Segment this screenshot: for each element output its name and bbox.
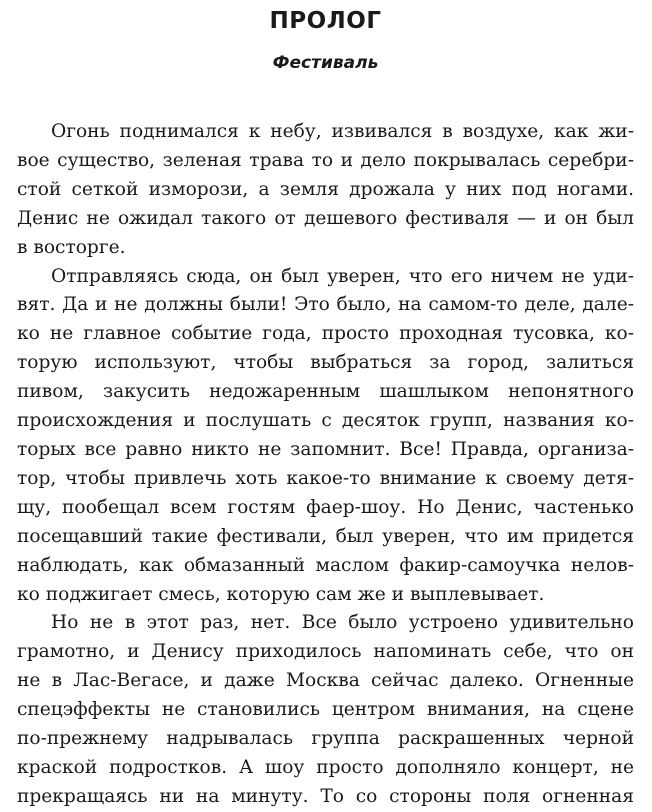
text-line: не в Лас-Вегасе, и даже Москва сейчас далеко. Огненные [17, 670, 634, 692]
text-line: по-прежнему надрывалась группа раскрашенных черной [17, 728, 634, 750]
text-line: торых все равно никто не запомнит. Все! Правда, организа- [17, 438, 634, 460]
text-line: спецэффекты не становились центром внимания, на сцене [17, 699, 634, 721]
text-line: торую используют, чтобы выбраться за город, залиться [17, 352, 634, 374]
chapter-title: ПРОЛОГ [269, 8, 382, 34]
text-line: вят. Да и не должны были! Это было, на самом-то деле, дале- [17, 294, 634, 316]
text-line: происхождения и послушать с десяток групп, названия ко- [17, 410, 634, 432]
text-line: прекращаясь ни на минуту. То со стороны поля огненная [17, 785, 634, 807]
text-line: стой сеткой изморози, а земля дрожала у них под ногами. [17, 178, 634, 200]
text-line: вое существо, зеленая трава то и дело покрывалась серебри- [17, 149, 634, 171]
text-line: Огонь поднимался к небу, извивался в воздухе, как жи- [51, 121, 634, 142]
text-line: Но не в этот раз, нет. Все было устроено удивительно [51, 612, 634, 634]
text-line: в восторге. [17, 236, 126, 258]
text-line: тор, чтобы привлечь хоть какое-то внимание к своему детя- [17, 467, 634, 489]
text-line: ко не главное событие года, просто проходная тусовка, ко- [17, 323, 634, 345]
text-line: Отправляясь сюда, он был уверен, что его ничем не уди- [51, 265, 634, 287]
paragraph [17, 263, 634, 610]
text-line: посещавший такие фестивали, был уверен, что им придется [17, 525, 634, 547]
paragraph [17, 118, 634, 263]
text-line: грамотно, и Денису приходилось напоминать себе, что он [17, 641, 634, 663]
text-line: пивом, закусить недожаренным шашлыком непонятного [17, 381, 634, 403]
text-line: щу, пообещал всем гостям фаер-шоу. Но Денис, частенько [17, 496, 634, 518]
text-line: краской подростков. А шоу просто дополняло концерт, не [17, 756, 634, 778]
text-line: ко поджигает смесь, которую сам же и выплевывает. [17, 583, 545, 605]
book-page [17, 0, 634, 812]
chapter-subtitle: Фестиваль [272, 53, 379, 73]
paragraph [17, 609, 634, 811]
body-text [17, 118, 634, 812]
text-line: наблюдать, как обмазанный маслом факир-самоучка нелов- [17, 554, 634, 576]
text-line: Денис не ожидал такого от дешевого фестиваля — и он был [17, 207, 634, 229]
